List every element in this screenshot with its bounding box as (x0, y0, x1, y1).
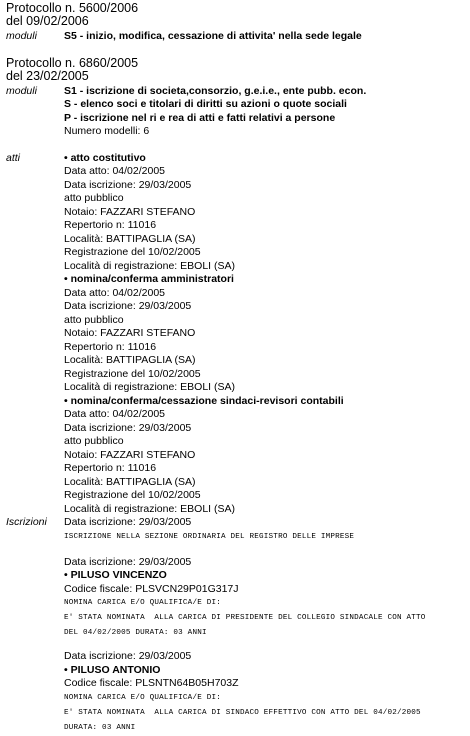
atto-title: • atto costitutivo (64, 151, 146, 164)
person-carica-line: E' STATA NOMINATA ALLA CARICA DI SINDACO EFFETTIVO CON ATTO DEL 04/02/2005 (64, 708, 421, 717)
atto-detail: atto pubblico (64, 313, 124, 326)
atto-title: • nomina/conferma amministratori (64, 273, 234, 285)
atto-detail: Repertorio n: 11016 (64, 462, 157, 474)
iscrizioni-section (6, 516, 464, 545)
person-block (64, 556, 464, 642)
person-carica-line: DURATA: 03 ANNI (64, 723, 136, 732)
person-iscrizione-date: Data iscrizione: 29/03/2005 (64, 650, 192, 662)
atto-detail: Data iscrizione: 29/03/2005 (64, 421, 192, 434)
atto-detail: Località di registrazione: EBOLI (SA) (64, 381, 235, 393)
atto-detail: Notaio: FAZZARI STEFANO (64, 327, 196, 339)
atto-detail: Notaio: FAZZARI STEFANO (64, 205, 196, 218)
atto-detail: Località: BATTIPAGLIA (SA) (64, 232, 196, 245)
modulo-item: S1 - iscrizione di societa,consorzio, g.e.i.e., ente pubb. econ. (64, 84, 367, 97)
person-carica-line: NOMINA CARICA E/O QUALIFICA/E DI: (64, 599, 221, 607)
atto-detail: Registrazione del 10/02/2005 (64, 246, 201, 258)
person-name: • PILUSO VINCENZO (64, 569, 167, 581)
atto-detail: Data atto: 04/02/2005 (64, 286, 165, 299)
document-page (6, 2, 464, 736)
atto-detail: Data atto: 04/02/2005 (64, 165, 165, 177)
iscrizioni-label: Iscrizioni (6, 516, 47, 528)
protocol-date: del 09/02/2006 (6, 14, 89, 28)
persons-list (64, 556, 464, 736)
protocol-number: Protocollo n. 5600/2006 (6, 1, 139, 15)
person-codice-fiscale: Codice fiscale: PLSNTN64B05H703Z (64, 677, 239, 689)
atto-detail: Località: BATTIPAGLIA (SA) (64, 354, 196, 366)
atto-detail: Località di registrazione: EBOLI (SA) (64, 259, 235, 272)
atto-detail: Repertorio n: 11016 (64, 219, 157, 231)
modulo-item: P - iscrizione nel ri e rea di atti e fatti relativi a persone (64, 111, 336, 124)
person-codice-fiscale: Codice fiscale: PLSVCN29P01G317J (64, 582, 239, 595)
atto-detail: Data iscrizione: 29/03/2005 (64, 178, 192, 191)
atti-list (64, 152, 464, 517)
iscrizione-date: Data iscrizione: 29/03/2005 (64, 516, 192, 528)
atto-detail: Registrazione del 10/02/2005 (64, 489, 201, 501)
atto-title: • nomina/conferma/cessazione sindaci-revisori contabili (64, 394, 344, 407)
atto-detail: atto pubblico (64, 192, 124, 204)
person-iscrizione-date: Data iscrizione: 29/03/2005 (64, 555, 192, 568)
iscrizione-note: ISCRIZIONE NELLA SEZIONE ORDINARIA DEL REGISTRO DELLE IMPRESE (64, 532, 355, 541)
person-name: • PILUSO ANTONIO (64, 663, 161, 676)
modulo-item: S - elenco soci e titolari di diritti su azioni o quote sociali (64, 98, 347, 110)
atto-detail: Repertorio n: 11016 (64, 340, 157, 353)
persons-section (6, 556, 464, 736)
person-carica-line: DEL 04/02/2005 DURATA: 03 ANNI (64, 629, 207, 637)
protocol-block (6, 2, 464, 44)
moduli-label: moduli (6, 30, 37, 42)
atto-detail: Data atto: 04/02/2005 (64, 408, 165, 420)
atto-detail: Data iscrizione: 29/03/2005 (64, 300, 192, 312)
moduli-label: moduli (6, 84, 37, 97)
protocol-number: Protocollo n. 6860/2005 (6, 55, 139, 70)
modulo-item: S5 - inizio, modifica, cessazione di attivita' nella sede legale (64, 30, 362, 42)
atto-detail: Località di registrazione: EBOLI (SA) (64, 502, 235, 515)
person-carica-line: NOMINA CARICA E/O QUALIFICA/E DI: (64, 693, 221, 702)
person-carica-line: E' STATA NOMINATA ALLA CARICA DI PRESIDENTE DEL COLLEGIO SINDACALE CON ATTO (64, 614, 426, 622)
person-block (64, 650, 464, 736)
atto-detail: Registrazione del 10/02/2005 (64, 367, 201, 380)
atti-section (6, 152, 464, 517)
atto-detail: Notaio: FAZZARI STEFANO (64, 448, 196, 461)
protocol-block (6, 57, 464, 139)
protocol-date: del 23/02/2005 (6, 68, 89, 83)
atti-label: atti (6, 151, 21, 164)
numero-modelli: Numero modelli: 6 (64, 125, 150, 137)
atto-detail: Località: BATTIPAGLIA (SA) (64, 475, 196, 488)
atto-detail: atto pubblico (64, 435, 124, 447)
